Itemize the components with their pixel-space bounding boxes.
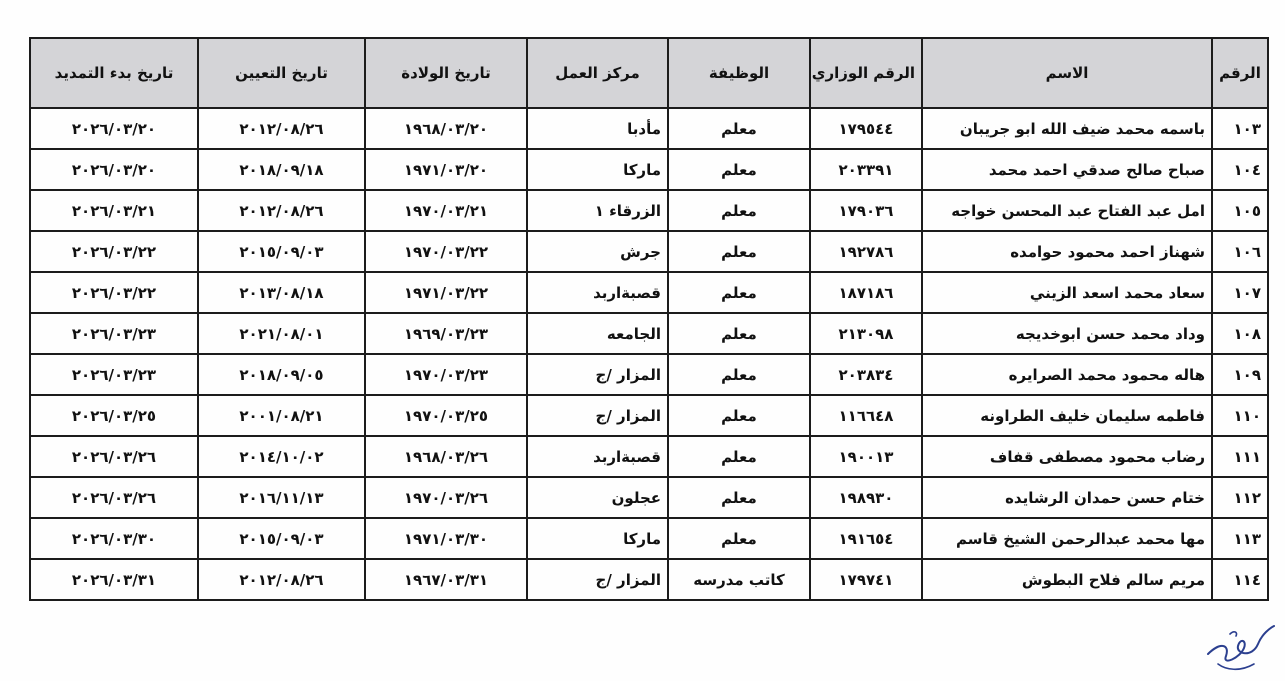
cell-ministry-id: ١٧٩٠٣٦ <box>810 190 922 231</box>
cell-birth-date: ١٩٧١/٠٣/٢٢ <box>365 272 527 313</box>
cell-name: مها محمد عبدالرحمن الشيخ قاسم <box>922 518 1212 559</box>
cell-appointment-date: ٢٠٢١/٠٨/٠١ <box>198 313 365 354</box>
cell-name: هاله محمود محمد الصرايره <box>922 354 1212 395</box>
cell-extension-start-date: ٢٠٢٦/٠٣/٢١ <box>30 190 198 231</box>
cell-number: ١١٤ <box>1212 559 1268 600</box>
cell-number: ١٠٦ <box>1212 231 1268 272</box>
table-body <box>30 108 1268 600</box>
cell-appointment-date: ٢٠١٤/١٠/٠٢ <box>198 436 365 477</box>
cell-appointment-date: ٢٠١٨/٠٩/١٨ <box>198 149 365 190</box>
table-row <box>30 395 1268 436</box>
cell-appointment-date: ٢٠١٢/٠٨/٢٦ <box>198 559 365 600</box>
cell-birth-date: ١٩٦٨/٠٣/٢٦ <box>365 436 527 477</box>
cell-work-center: المزار /ج <box>527 559 668 600</box>
cell-number: ١٠٩ <box>1212 354 1268 395</box>
cell-job: معلم <box>668 190 810 231</box>
table-row <box>30 436 1268 477</box>
cell-number: ١٠٥ <box>1212 190 1268 231</box>
cell-appointment-date: ٢٠١٥/٠٩/٠٣ <box>198 231 365 272</box>
cell-extension-start-date: ٢٠٢٦/٠٣/٢٥ <box>30 395 198 436</box>
cell-appointment-date: ٢٠١٢/٠٨/٢٦ <box>198 190 365 231</box>
cell-appointment-date: ٢٠١٥/٠٩/٠٣ <box>198 518 365 559</box>
cell-birth-date: ١٩٧٠/٠٣/٢٣ <box>365 354 527 395</box>
header-col-appointment-date: تاريخ التعيين <box>198 38 365 108</box>
cell-number: ١٠٣ <box>1212 108 1268 149</box>
cell-work-center: مأدبا <box>527 108 668 149</box>
cell-number: ١٠٨ <box>1212 313 1268 354</box>
header-row <box>30 38 1268 108</box>
table-row <box>30 518 1268 559</box>
cell-ministry-id: ٢١٣٠٩٨ <box>810 313 922 354</box>
cell-extension-start-date: ٢٠٢٦/٠٣/٣٠ <box>30 518 198 559</box>
cell-job: معلم <box>668 477 810 518</box>
cell-work-center: الزرقاء ١ <box>527 190 668 231</box>
table-row <box>30 190 1268 231</box>
cell-extension-start-date: ٢٠٢٦/٠٣/٢٦ <box>30 477 198 518</box>
table-row <box>30 272 1268 313</box>
signature-mark <box>1200 614 1280 676</box>
cell-birth-date: ١٩٦٨/٠٣/٢٠ <box>365 108 527 149</box>
cell-name: باسمه محمد ضيف الله ابو جريبان <box>922 108 1212 149</box>
header-col-number: الرقم <box>1212 38 1268 108</box>
cell-work-center: المزار /ج <box>527 395 668 436</box>
cell-job: معلم <box>668 231 810 272</box>
table-row <box>30 231 1268 272</box>
cell-work-center: المزار /ج <box>527 354 668 395</box>
cell-ministry-id: ١٧٩٧٤١ <box>810 559 922 600</box>
table-row <box>30 149 1268 190</box>
cell-work-center: جرش <box>527 231 668 272</box>
cell-ministry-id: ١٩١٦٥٤ <box>810 518 922 559</box>
cell-name: وداد محمد حسن ابوخديجه <box>922 313 1212 354</box>
header-col-work-center: مركز العمل <box>527 38 668 108</box>
table-row <box>30 313 1268 354</box>
cell-ministry-id: ١٧٩٥٤٤ <box>810 108 922 149</box>
table-row <box>30 354 1268 395</box>
cell-job: معلم <box>668 108 810 149</box>
cell-extension-start-date: ٢٠٢٦/٠٣/٢٦ <box>30 436 198 477</box>
cell-work-center: قصبةاربد <box>527 436 668 477</box>
cell-ministry-id: ١٩٠٠١٣ <box>810 436 922 477</box>
header-col-job: الوظيفة <box>668 38 810 108</box>
cell-extension-start-date: ٢٠٢٦/٠٣/٢٠ <box>30 108 198 149</box>
employees-table <box>29 37 1269 601</box>
cell-appointment-date: ٢٠١٦/١١/١٣ <box>198 477 365 518</box>
cell-work-center: الجامعه <box>527 313 668 354</box>
cell-extension-start-date: ٢٠٢٦/٠٣/٢٣ <box>30 354 198 395</box>
cell-number: ١١٣ <box>1212 518 1268 559</box>
cell-birth-date: ١٩٧٠/٠٣/٢٥ <box>365 395 527 436</box>
cell-name: رضاب محمود مصطفى قفاف <box>922 436 1212 477</box>
cell-job: معلم <box>668 518 810 559</box>
header-col-ministry-id: الرقم الوزاري <box>810 38 922 108</box>
cell-extension-start-date: ٢٠٢٦/٠٣/٢٣ <box>30 313 198 354</box>
cell-appointment-date: ٢٠٠١/٠٨/٢١ <box>198 395 365 436</box>
cell-ministry-id: ١١٦٦٤٨ <box>810 395 922 436</box>
header-col-name: الاسم <box>922 38 1212 108</box>
cell-work-center: ماركا <box>527 149 668 190</box>
cell-appointment-date: ٢٠١٢/٠٨/٢٦ <box>198 108 365 149</box>
cell-extension-start-date: ٢٠٢٦/٠٣/٢٢ <box>30 272 198 313</box>
cell-job: معلم <box>668 395 810 436</box>
cell-number: ١١٢ <box>1212 477 1268 518</box>
cell-ministry-id: ١٩٢٧٨٦ <box>810 231 922 272</box>
cell-job: معلم <box>668 436 810 477</box>
cell-job: كاتب مدرسه <box>668 559 810 600</box>
cell-birth-date: ١٩٦٩/٠٣/٢٣ <box>365 313 527 354</box>
cell-name: فاطمه سليمان خليف الطراونه <box>922 395 1212 436</box>
cell-job: معلم <box>668 149 810 190</box>
cell-ministry-id: ١٨٧١٨٦ <box>810 272 922 313</box>
cell-birth-date: ١٩٦٧/٠٣/٣١ <box>365 559 527 600</box>
cell-appointment-date: ٢٠١٣/٠٨/١٨ <box>198 272 365 313</box>
cell-birth-date: ١٩٧٠/٠٣/٢١ <box>365 190 527 231</box>
cell-name: ختام حسن حمدان الرشايده <box>922 477 1212 518</box>
table-row <box>30 108 1268 149</box>
cell-ministry-id: ٢٠٣٣٩١ <box>810 149 922 190</box>
cell-job: معلم <box>668 354 810 395</box>
cell-number: ١٠٤ <box>1212 149 1268 190</box>
cell-name: شهناز احمد محمود حوامده <box>922 231 1212 272</box>
cell-ministry-id: ٢٠٣٨٣٤ <box>810 354 922 395</box>
cell-work-center: ماركا <box>527 518 668 559</box>
cell-number: ١٠٧ <box>1212 272 1268 313</box>
cell-extension-start-date: ٢٠٢٦/٠٣/٣١ <box>30 559 198 600</box>
table-row <box>30 477 1268 518</box>
cell-number: ١١١ <box>1212 436 1268 477</box>
cell-appointment-date: ٢٠١٨/٠٩/٠٥ <box>198 354 365 395</box>
table-header <box>30 38 1268 108</box>
cell-birth-date: ١٩٧٠/٠٣/٢٦ <box>365 477 527 518</box>
cell-birth-date: ١٩٧١/٠٣/٣٠ <box>365 518 527 559</box>
cell-name: سعاد محمد اسعد الزيني <box>922 272 1212 313</box>
cell-number: ١١٠ <box>1212 395 1268 436</box>
cell-work-center: عجلون <box>527 477 668 518</box>
cell-name: مريم سالم فلاح البطوش <box>922 559 1212 600</box>
cell-extension-start-date: ٢٠٢٦/٠٣/٢٢ <box>30 231 198 272</box>
cell-ministry-id: ١٩٨٩٣٠ <box>810 477 922 518</box>
header-col-birth-date: تاريخ الولادة <box>365 38 527 108</box>
header-col-extension-start-date: تاريخ بدء التمديد <box>30 38 198 108</box>
cell-job: معلم <box>668 313 810 354</box>
cell-name: امل عبد الفتاح عبد المحسن خواجه <box>922 190 1212 231</box>
cell-extension-start-date: ٢٠٢٦/٠٣/٢٠ <box>30 149 198 190</box>
cell-job: معلم <box>668 272 810 313</box>
cell-birth-date: ١٩٧٠/٠٣/٢٢ <box>365 231 527 272</box>
cell-work-center: قصبةاربد <box>527 272 668 313</box>
cell-name: صباح صالح صدقي احمد محمد <box>922 149 1212 190</box>
table-row <box>30 559 1268 600</box>
cell-birth-date: ١٩٧١/٠٣/٢٠ <box>365 149 527 190</box>
